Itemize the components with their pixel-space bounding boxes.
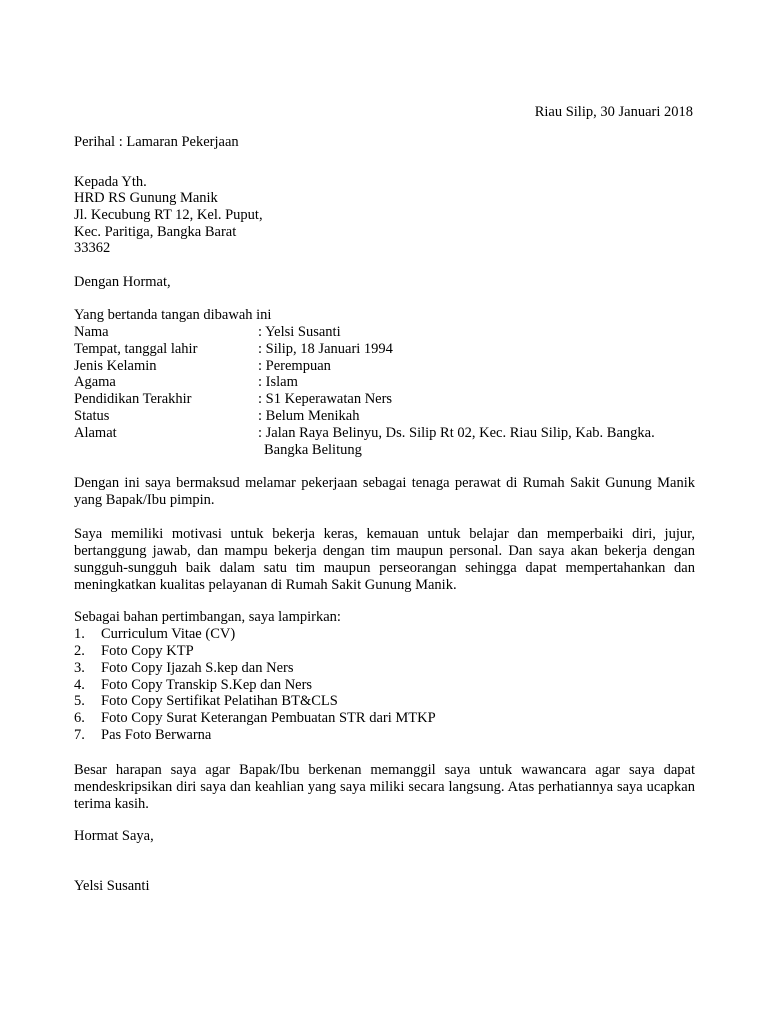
list-number: 7. <box>74 727 85 743</box>
recipient-line: Kec. Paritiga, Bangka Barat <box>74 224 237 240</box>
list-number: 6. <box>74 710 85 726</box>
paragraph-motivation: Saya memiliki motivasi untuk bekerja keras, kemauan untuk belajar dan memperbaiki diri, jujur, bertanggung jawab, dan mampu bekerja dengan tim maupun personal. Dan saya akan bekerja dengan sungguh-sungguh baik dalam satu tim maupun perseorangan sehingga dapat mempertahankan dan meningkatkan kualitas pelayanan di Rumah Sakit Gunung Manik. <box>74 526 695 593</box>
list-number: 4. <box>74 677 85 693</box>
field-label: Tempat, tanggal lahir <box>74 341 198 357</box>
field-value: : Yelsi Susanti <box>258 324 341 340</box>
field-label: Jenis Kelamin <box>74 358 157 374</box>
field-label: Status <box>74 408 110 424</box>
field-value: : Belum Menikah <box>258 408 360 424</box>
field-value: : S1 Keperawatan Ners <box>258 391 393 407</box>
list-item: Foto Copy KTP <box>101 643 194 659</box>
attachments-intro: Sebagai bahan pertimbangan, saya lampirkan: <box>74 609 341 625</box>
subject-line: Perihal : Lamaran Pekerjaan <box>74 134 239 150</box>
list-number: 5. <box>74 693 85 709</box>
field-value: : Islam <box>258 374 298 390</box>
field-label: Pendidikan Terakhir <box>74 391 192 407</box>
closing: Hormat Saya, <box>74 828 154 844</box>
intro-line: Yang bertanda tangan dibawah ini <box>74 307 272 323</box>
field-value: : Jalan Raya Belinyu, Ds. Silip Rt 02, Kec. Riau Silip, Kab. Bangka. <box>258 425 655 441</box>
recipient-line: 33362 <box>74 240 111 256</box>
list-item: Foto Copy Surat Keterangan Pembuatan STR dari MTKP <box>101 710 436 726</box>
list-item: Pas Foto Berwarna <box>101 727 212 743</box>
field-value: : Silip, 18 Januari 1994 <box>258 341 393 357</box>
signature-name: Yelsi Susanti <box>74 878 150 894</box>
greeting: Dengan Hormat, <box>74 274 171 290</box>
recipient-line: Kepada Yth. <box>74 174 147 190</box>
field-label: Alamat <box>74 425 117 441</box>
field-label: Agama <box>74 374 116 390</box>
field-value: : Perempuan <box>258 358 331 374</box>
list-item: Curriculum Vitae (CV) <box>101 626 236 642</box>
list-number: 2. <box>74 643 85 659</box>
list-number: 1. <box>74 626 85 642</box>
list-item: Foto Copy Ijazah S.kep dan Ners <box>101 660 294 676</box>
recipient-line: Jl. Kecubung RT 12, Kel. Puput, <box>74 207 263 223</box>
recipient-line: HRD RS Gunung Manik <box>74 190 218 206</box>
list-number: 3. <box>74 660 85 676</box>
paragraph-closing: Besar harapan saya agar Bapak/Ibu berkenan memanggil saya untuk wawancara agar saya dapat mendeskripsikan diri saya dan keahlian yang saya miliki secara langsung. Atas perhatiannya saya ucapkan terima kasih. <box>74 762 695 812</box>
paragraph-application: Dengan ini saya bermaksud melamar pekerjaan sebagai tenaga perawat di Rumah Sakit Gunung Manik yang Bapak/Ibu pimpin. <box>74 475 695 508</box>
address-continuation: Bangka Belitung <box>264 442 362 458</box>
field-label: Nama <box>74 324 109 340</box>
place-date: Riau Silip, 30 Januari 2018 <box>534 104 693 120</box>
list-item: Foto Copy Sertifikat Pelatihan BT&CLS <box>101 693 338 709</box>
list-item: Foto Copy Transkip S.Kep dan Ners <box>101 677 313 693</box>
